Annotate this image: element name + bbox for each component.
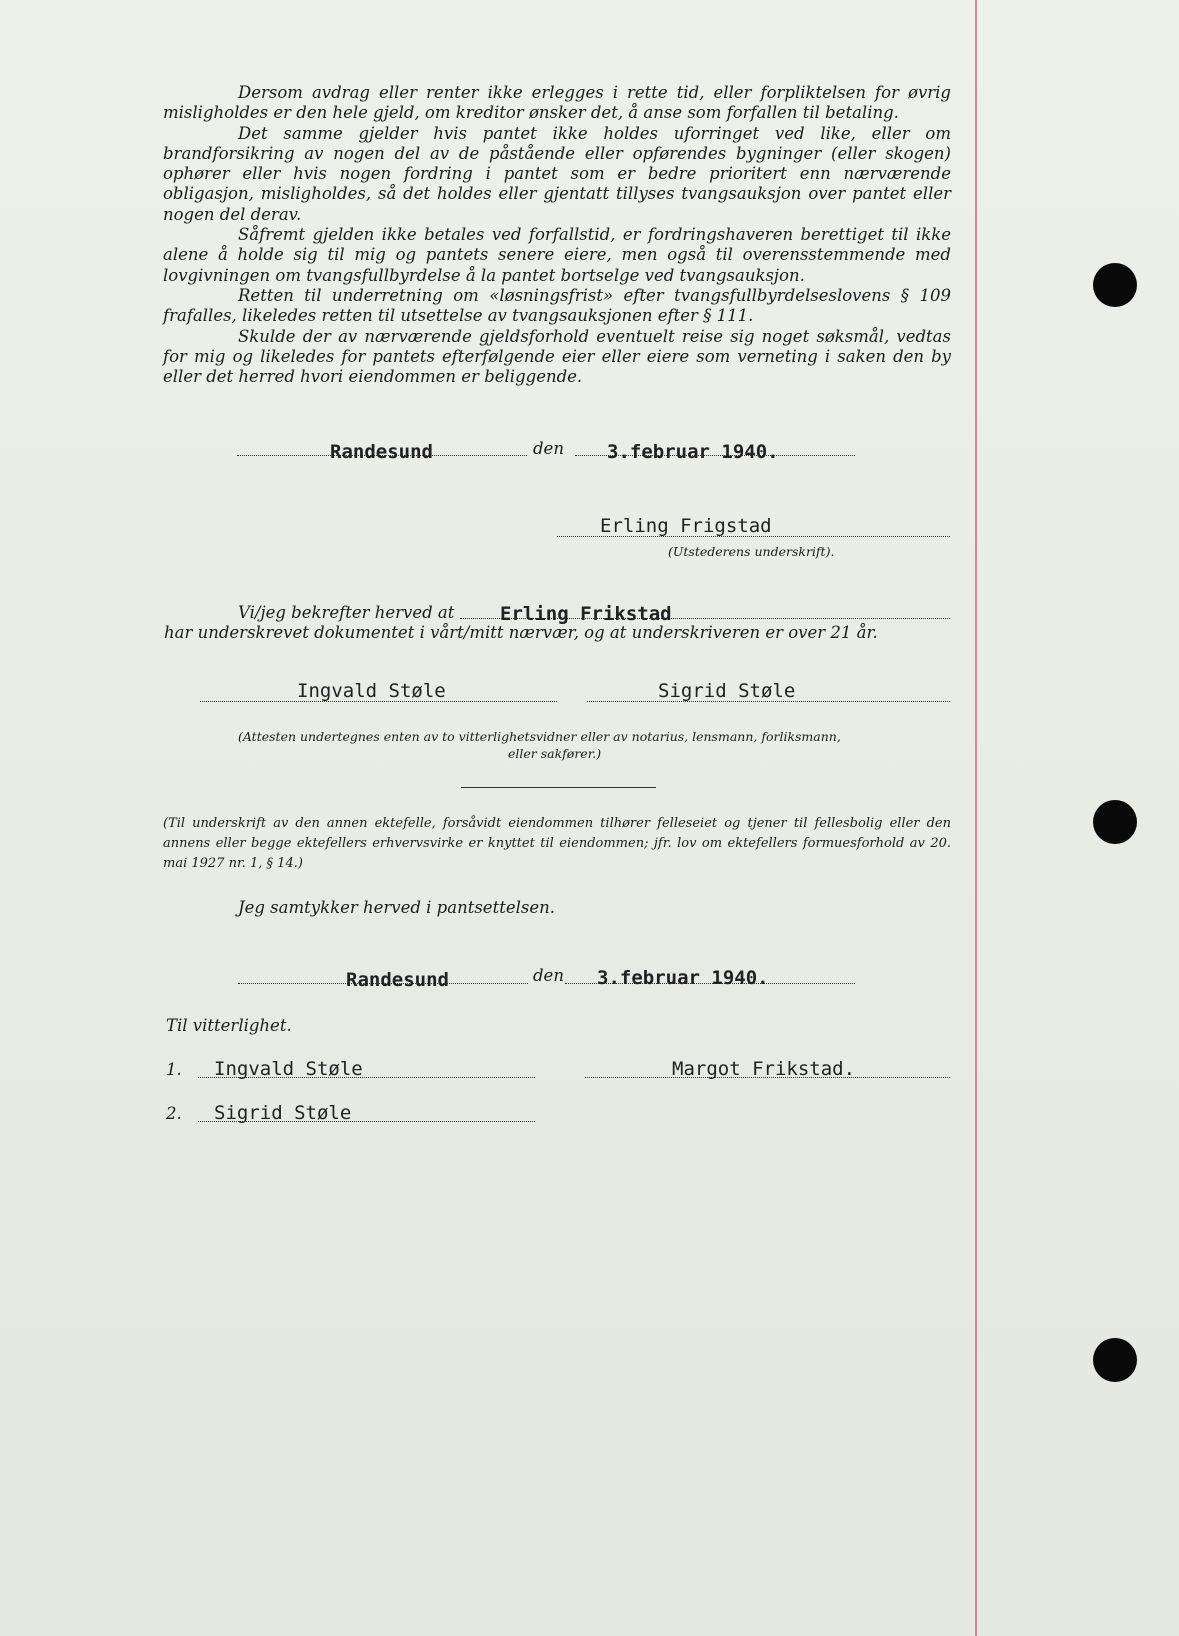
margin-rule [975, 0, 977, 1636]
witness-number-2: 2. [166, 1104, 182, 1123]
attest-witness-2: Sigrid Støle [658, 680, 796, 702]
attestation-note-2: eller sakfører.) [508, 746, 602, 761]
clause-5: Skulde der av nærværende gjeldsforhold eventuelt reise sig noget søksmål, vedtas for mig og likeledes for pantets efterfølgende eier eller eiere som verneting i saken den by eller det herred hvori eiendommen er beliggende. [163, 326, 951, 387]
signing-place-1: Randesund [330, 441, 433, 463]
clause-2: Det samme gjelder hvis pantet ikke holdes uforringet ved like, eller om brandforsikring av nogen del av de påstående eller opførendes bygninger (eller skogen) ophører eller hvis nogen fordring i pantet som er bedre prioritert enn nærværende obligasjon, misligholdes, så det holdes eller gjentatt tillyses tvangsauksjon over pantet eller nogen del derav. [163, 123, 951, 224]
punch-hole-top [1093, 263, 1137, 307]
attest-witness-1: Ingvald Støle [297, 680, 446, 702]
attested-name: Erling Frikstad [500, 603, 672, 625]
attestation-statement: har underskrevet dokumentet i vårt/mitt nærvær, og at underskriveren er over 21 år. [164, 623, 878, 642]
vitterlighet-label: Til vitterlighet. [166, 1016, 292, 1035]
final-witness-2: Sigrid Støle [214, 1102, 352, 1124]
attestation-prefix: Vi/jeg bekrefter herved at [238, 603, 455, 622]
signing-place-2: Randesund [346, 969, 449, 991]
witness-number-1: 1. [166, 1060, 182, 1079]
punch-hole-bottom [1093, 1338, 1137, 1382]
spouse-note: (Til underskrift av den annen ektefelle, forsåvidt eiendommen tilhører felleseiet og tjener til fellesbolig eller den annens eller begge ektefellers erhvervsvirke er knyttet til eiendommen; jfr. lov om ektefellers formuesforhold av 20. mai 1927 nr. 1, § 14.) [163, 816, 951, 871]
terms-clauses [163, 83, 951, 387]
den-label-1: den [533, 439, 564, 458]
attestation-note-1: (Attesten undertegnes enten av to vitterlighetsvidner eller av notarius, lensmann, forliksmann, [238, 729, 841, 744]
signing-date-2: 3.februar 1940. [597, 967, 769, 989]
clause-4: Retten til underretning om «løsningsfrist» efter tvangsfullbyrdelseslovens § 109 frafalles, likeledes retten til utsettelse av tvangsauksjonen efter § 111. [163, 285, 951, 326]
clause-1: Dersom avdrag eller renter ikke erlegges i rette tid, eller forpliktelsen for øvrig misligholdes er den hele gjeld, om kreditor ønsker det, å anse som forfallen til betaling. [163, 83, 951, 123]
issuer-signature: Erling Frigstad [600, 515, 772, 537]
den-label-2: den [533, 966, 564, 985]
consent-statement: Jeg samtykker herved i pantsettelsen. [238, 898, 555, 917]
signing-date-1: 3.februar 1940. [607, 441, 779, 463]
spouse-signature: Margot Frikstad. [672, 1058, 856, 1080]
clause-3: Såfremt gjelden ikke betales ved forfallstid, er fordringshaveren berettiget til ikke alene å holde sig til mig og pantets senere eiere, men også til overensstemmende med lovgivningen om tvangsfullbyrdelse å la pantet bortselge ved tvangsauksjon. [163, 225, 951, 285]
final-witness-1: Ingvald Støle [214, 1058, 363, 1080]
separator-rule [461, 787, 656, 788]
punch-hole-middle [1093, 800, 1137, 844]
issuer-caption: (Utstederens underskrift). [668, 544, 835, 559]
